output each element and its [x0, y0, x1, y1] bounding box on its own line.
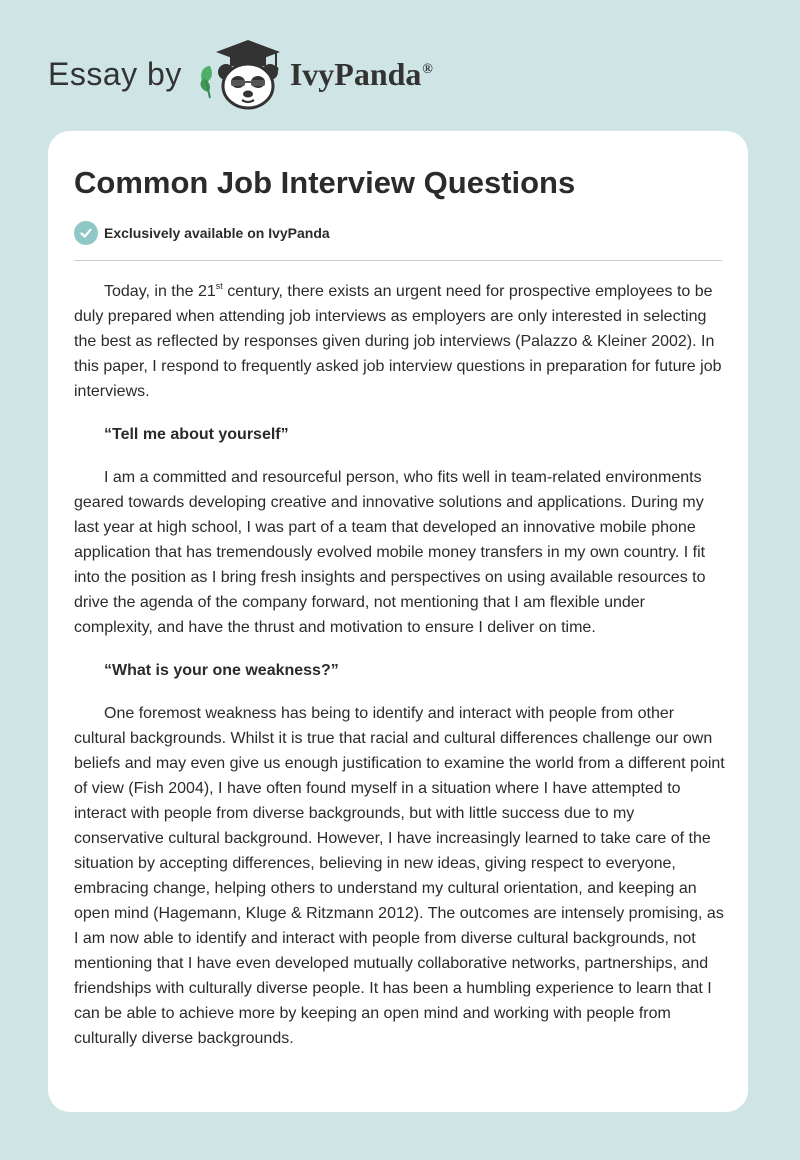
essay-by-label: Essay by	[48, 55, 182, 92]
paragraph-intro	[74, 279, 726, 404]
exclusive-badge	[74, 221, 330, 245]
paragraph-answer-1: I am a committed and resourceful person, who fits well in team-related environments geared towards developing creative and innovative solutions and applications. During my last year at high school, I was part of a team that developed an innovative mobile phone application that has tremendously evolved mobile money transfers in my own country. I fit into the position as I bring fresh insights and perspectives on using available resources to drive the agenda of the company forward, not mentioning that I am flexible under complexity, and have the thrust and motivation to ensure I deliver on time.	[74, 469, 706, 636]
brand-name[interactable]	[290, 56, 433, 93]
exclusive-label: Exclusively available on IvyPanda	[104, 225, 330, 241]
page-title: Common Job Interview Questions	[74, 165, 576, 200]
intro-text-end: century, there exists an urgent need for prospective employees to be duly prepared when attending job interviews as employers are only interested in selecting the best as reflected by responses given during job interviews (Palazzo & Kleiner 2002). In this paper, I respond to frequently asked job interview questions in preparation for future job interviews.	[74, 283, 722, 400]
registered-mark: ®	[422, 61, 433, 77]
paragraph-answer-2: One foremost weakness has being to identify and interact with people from other cultural backgrounds. Whilst it is true that racial and cultural differences challenge our own beliefs and may even give us enough justification to examine the world from a different point of view (Fish 2004), I have often found myself in a situation where I have attempted to interact with people from diverse backgrounds, but with little success due to my conservative cultural background. However, I have increasingly learned to take care of the situation by accepting differences, believing in new ideas, giving respect to everyone, embracing change, helping others to understand my cultural orientation, and keeping an open mind (Hagemann, Kluge & Ritzmann 2012). The outcomes are intensely promising, as I am now able to identify and interact with people from diverse cultural backgrounds, not mentioning that I have even developed mutually collaborative networks, partnerships, and friendships with culturally diverse people. It has been a humbling experience to learn that I can be able to achieve more by keeping an open mind and working with people from culturally diverse backgrounds.	[74, 705, 725, 1047]
divider	[74, 260, 722, 261]
intro-text-start: Today, in the 21	[104, 283, 216, 300]
brand-text: IvyPanda	[289, 55, 422, 92]
essay-card	[48, 131, 748, 1112]
essay-body	[74, 279, 726, 1069]
ordinal-superscript: st	[215, 281, 223, 291]
question-heading-1: “Tell me about yourself”	[104, 426, 289, 443]
question-heading-2: “What is your one weakness?”	[104, 662, 339, 679]
panda-logo-icon[interactable]	[196, 36, 284, 112]
check-circle-icon	[74, 221, 98, 245]
site-header	[48, 34, 433, 114]
